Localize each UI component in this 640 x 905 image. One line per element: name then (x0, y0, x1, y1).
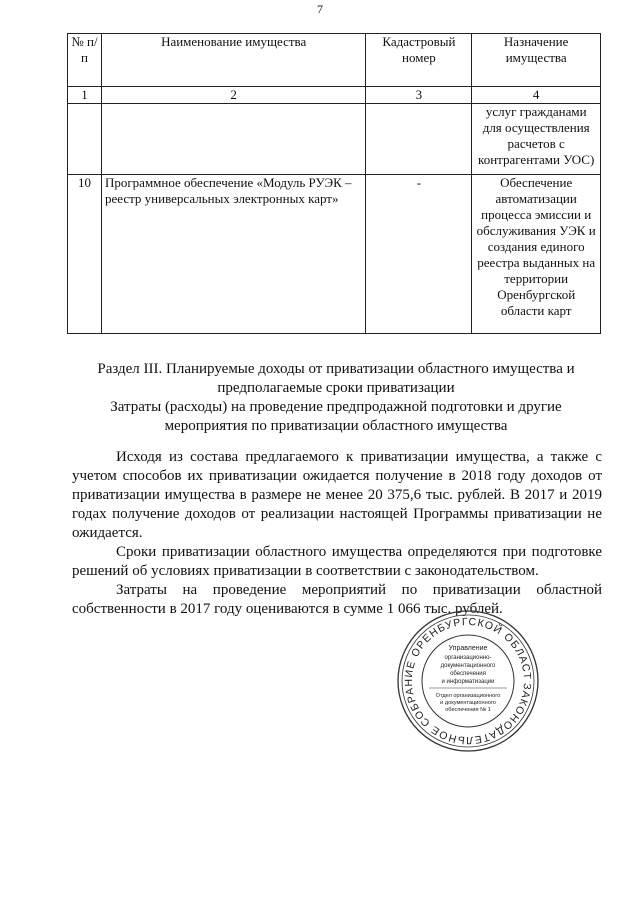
section-subtitle-line: Затраты (расходы) на проведение предпродажной подготовки и другие (110, 399, 562, 415)
svg-text:организационно-: организационно- (444, 655, 492, 661)
row-number (68, 104, 102, 175)
section-heading (72, 360, 600, 436)
svg-text:ЗАКОНОДАТЕЛЬНОЕ СОБРАНИЕ ОРЕНБ: ЗАКОНОДАТЕЛЬНОЕ СОБРАНИЕ ОРЕНБУРГСКОЙ ОБЛАСТИ (402, 615, 534, 747)
section-title-line: Раздел III. Планируемые доходы от приватизации областного имущества и (97, 361, 575, 377)
svg-text:документационного: документационного (440, 663, 496, 669)
row-name (101, 104, 365, 175)
svg-text:обеспечения № 1: обеспечения № 1 (445, 707, 491, 713)
svg-text:и информатизации: и информатизации (441, 679, 495, 685)
official-seal (395, 608, 541, 754)
svg-text:обеспечения: обеспечения (450, 671, 486, 677)
header-cadastral: Кадастровый номер (366, 34, 472, 87)
row-number: 10 (68, 175, 102, 334)
property-table (67, 33, 601, 334)
row-purpose: услуг гражданами для осуществления расчетов с контрагентами УОС) (472, 104, 601, 175)
column-number: 1 (68, 87, 102, 104)
section-subtitle-line: мероприятия по приватизации областного имущества (164, 418, 508, 434)
paragraph-revenue: Исходя из состава предлагаемого к приватизации имущества, а также с учетом способов их приватизации ожидается получение в 2018 году доходов от приватизации имущества в размере не менее 20 375,6 тыс. рублей. В 2017 и 2019 годах получение доходов от реализации настоящей Программы приватизации не ожидается. (72, 449, 602, 541)
header-name: Наименование имущества (101, 34, 365, 87)
page-number: 7 (317, 2, 323, 16)
column-number: 4 (472, 87, 601, 104)
body-text (72, 448, 602, 619)
column-number: 2 (101, 87, 365, 104)
column-number: 3 (366, 87, 472, 104)
header-purpose: Назначение имущества (472, 34, 601, 87)
table-header-row (68, 34, 601, 87)
row-cadastral: - (366, 175, 472, 334)
paragraph-terms: Сроки приватизации областного имущества определяются при подготовке решений об условиях приватизации в соответствии с законодательством. (72, 544, 602, 579)
svg-text:Управление: Управление (448, 645, 488, 652)
row-cadastral (366, 104, 472, 175)
row-name: Программное обеспечение «Модуль РУЭК – реестр универсальных электронных карт» (101, 175, 365, 334)
paragraph-costs: Затраты на проведение мероприятий по приватизации областной собственности в 2017 году оцениваются в сумме 1 066 тыс. рублей. (72, 582, 602, 617)
row-purpose: Обеспечение автоматизации процесса эмиссии и обслуживания УЭК и создания единого реестра выданных на территории Оренбургской области карт (472, 175, 601, 334)
svg-text:и документационного: и документационного (440, 700, 496, 706)
column-number-row (68, 87, 601, 104)
svg-text:Отдел организационного: Отдел организационного (435, 693, 501, 699)
section-title-line: предполагаемые сроки приватизации (217, 380, 455, 396)
header-number: № п/п (68, 34, 102, 87)
table-row (68, 175, 601, 334)
table-row (68, 104, 601, 175)
